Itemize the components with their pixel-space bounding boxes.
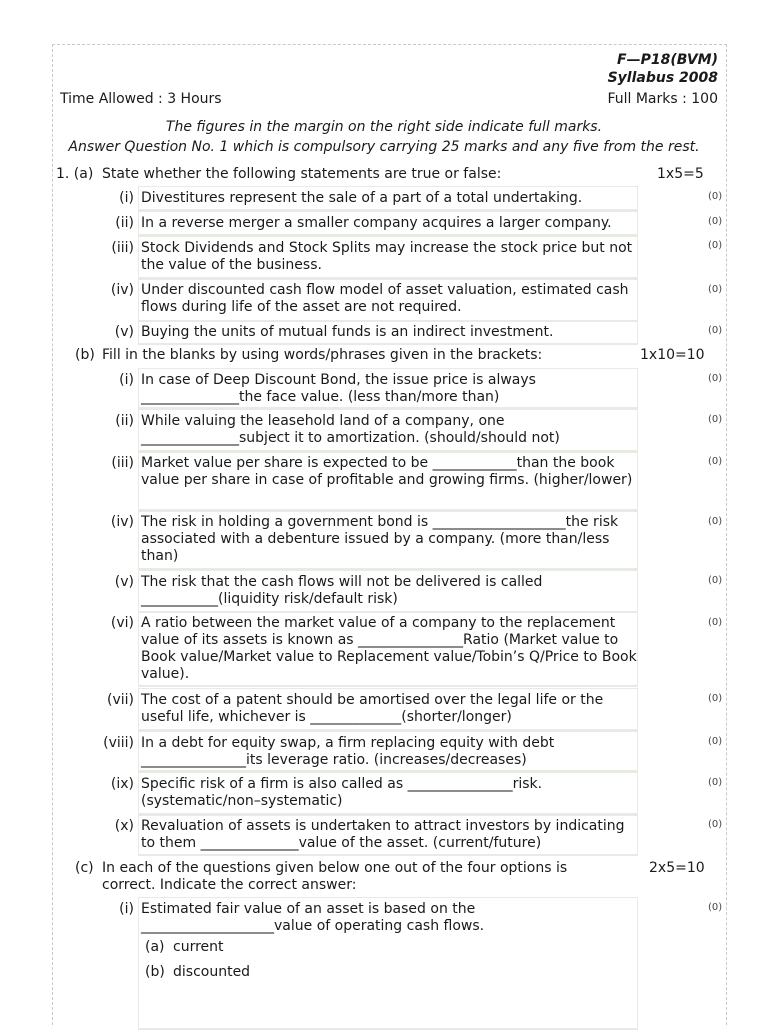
blank-text: A ratio between the market value of a company to the replacement value of its assets is known as _______________Ratio (Market value to Book value/Market value to Replacement value/Tobin’s Q/Price to Book value). (141, 615, 637, 682)
item-number: (i) (119, 901, 134, 917)
blank-text: Specific risk of a firm is also called as _______________risk. (systematic/non–systematic) (141, 776, 543, 809)
blank-text: In a debt for equity swap, a firm replacing equity with debt _______________its leverage ratio. (increases/decreases) (141, 735, 555, 768)
blank-text: While valuing the leasehold land of a company, one ______________subject it to amortization. (should/should not) (141, 413, 560, 446)
question-1c-marks: 2x5=10 (649, 860, 705, 876)
item-number: (viii) (103, 735, 134, 751)
mcq-text: Estimated fair value of an asset is based on the ___________________value of operating cash flows. (141, 901, 485, 934)
blank-text: The cost of a patent should be amortised over the legal life or the useful life, whichever is _____________(shorter/longer) (141, 692, 604, 725)
item-number: (v) (114, 574, 134, 590)
score-indicator: (0) (708, 284, 723, 295)
question-1c-label: (c) (75, 860, 94, 876)
score-indicator: (0) (708, 516, 723, 527)
blank-text: The risk in holding a government bond is ___________________the risk associated with a debenture issued by a company. (more than/less than) (141, 514, 619, 564)
score-indicator: (0) (708, 902, 723, 913)
syllabus-year: Syllabus 2008 (607, 70, 718, 86)
item-number: (x) (114, 818, 134, 834)
score-indicator: (0) (708, 325, 723, 336)
item-number: (vi) (110, 615, 134, 631)
option-text: current (173, 939, 224, 955)
item-number: (iv) (110, 514, 134, 530)
score-indicator: (0) (708, 777, 723, 788)
instruction-margin: The figures in the margin on the right side indicate full marks. (165, 119, 603, 135)
item-number: (iii) (111, 240, 134, 256)
score-indicator: (0) (708, 693, 723, 704)
item-number: (iii) (111, 455, 134, 471)
item-number: (v) (114, 324, 134, 340)
item-number: (ix) (110, 776, 134, 792)
score-indicator: (0) (708, 456, 723, 467)
option-text: discounted (173, 964, 251, 980)
blank-text: Revaluation of assets is undertaken to attract investors by indicating to them ______________value of the asset. (current/future) (141, 818, 625, 851)
statement-text: Divestitures represent the sale of a part of a total undertaking. (141, 190, 583, 206)
score-indicator: (0) (708, 414, 723, 425)
statement-text: Buying the units of mutual funds is an indirect investment. (141, 324, 554, 340)
question-1a-text: State whether the following statements are true or false: (102, 166, 502, 182)
question-1a-marks: 1x5=5 (657, 166, 704, 182)
score-indicator: (0) (708, 575, 723, 586)
item-number: (ii) (115, 413, 134, 429)
question-1b-text: Fill in the blanks by using words/phrases given in the brackets: (102, 347, 543, 363)
score-indicator: (0) (708, 191, 723, 202)
statement-text: In a reverse merger a smaller company acquires a larger company. (141, 215, 612, 231)
score-indicator: (0) (708, 736, 723, 747)
score-indicator: (0) (708, 617, 723, 628)
score-indicator: (0) (708, 240, 723, 251)
item-number: (i) (119, 190, 134, 206)
item-number: (i) (119, 372, 134, 388)
question-1b-marks: 1x10=10 (640, 347, 705, 363)
paper-code: F—P18(BVM) (617, 52, 718, 68)
question-1b-label: (b) (75, 347, 95, 363)
time-allowed: Time Allowed : 3 Hours (60, 91, 222, 107)
item-number: (vii) (107, 692, 134, 708)
blank-text: The risk that the cash flows will not be delivered is called ___________(liquidity risk/default risk) (141, 574, 543, 607)
blank-text: Market value per share is expected to be ____________than the book value per share in case of profitable and growing firms. (higher/lower) (141, 455, 633, 488)
option-key: (a) (145, 939, 165, 955)
blank-text: In case of Deep Discount Bond, the issue price is always ______________the face value. (less than/more than) (141, 372, 536, 405)
statement-text: Under discounted cash flow model of asset valuation, estimated cash flows during life of the asset are not required. (141, 282, 629, 315)
score-indicator: (0) (708, 216, 723, 227)
question-1c-text: In each of the questions given below one out of the four options is correct. Indicate the correct answer: (102, 860, 568, 893)
score-indicator: (0) (708, 373, 723, 384)
score-indicator: (0) (708, 819, 723, 830)
instruction-compulsory: Answer Question No. 1 which is compulsory carrying 25 marks and any five from the rest. (68, 139, 700, 155)
option-key: (b) (145, 964, 165, 980)
statement-text: Stock Dividends and Stock Splits may increase the stock price but not the value of the business. (141, 240, 633, 273)
item-number: (iv) (110, 282, 134, 298)
full-marks: Full Marks : 100 (607, 91, 718, 107)
question-1a-label: 1. (a) (56, 166, 94, 182)
item-number: (ii) (115, 215, 134, 231)
